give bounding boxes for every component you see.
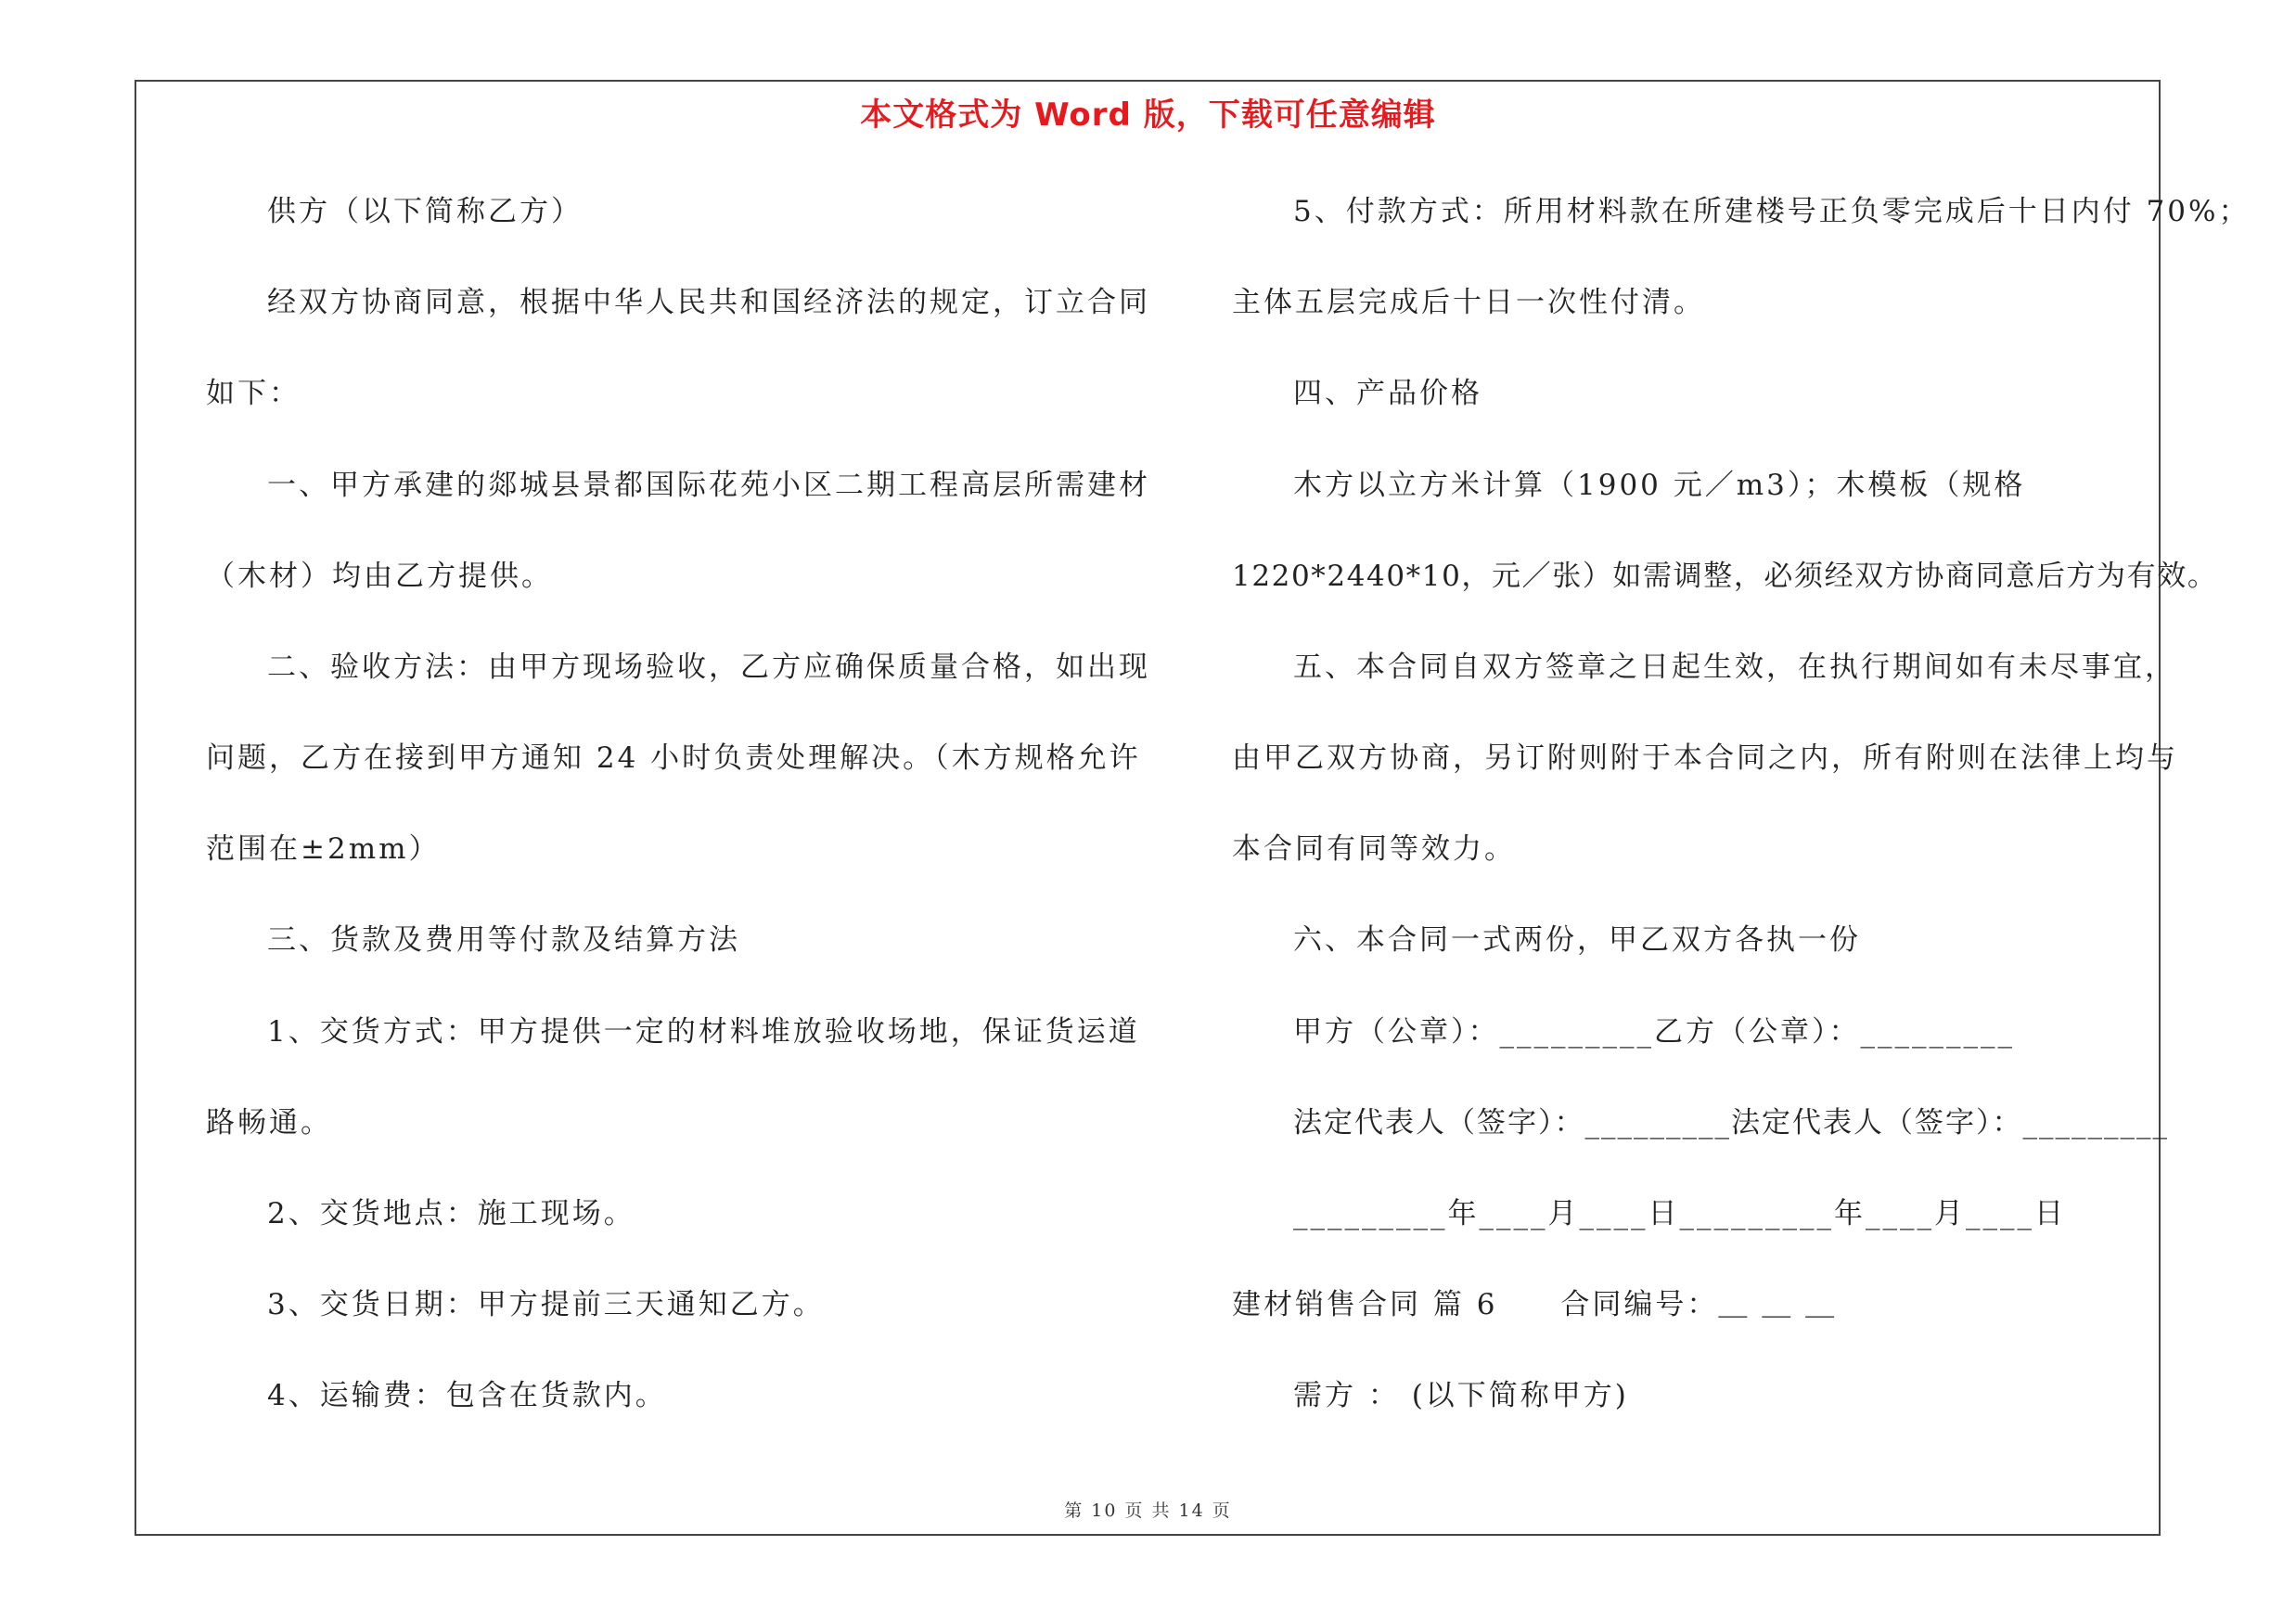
signature-line: 法定代表人（签字）：_________法定代表人（签字）：_________: [1293, 1106, 2169, 1140]
paragraph-line: 木方以立方米计算（1900 元／m3）；木模板（规格: [1293, 469, 2026, 502]
paragraph-line: 供方（以下简称乙方）: [267, 195, 583, 228]
page-number-footer: 第 10 页 共 14 页: [1064, 1501, 1232, 1521]
paragraph-line: 主体五层完成后十日一次性付清。: [1232, 286, 1705, 319]
paragraph-line: 3、交货日期：甲方提前三天通知乙方。: [267, 1288, 825, 1321]
date-line: _________年____月____日_________年____月____日: [1293, 1197, 2066, 1230]
paragraph-line: 本合同有同等效力。: [1232, 832, 1516, 866]
format-notice-banner: 本文格式为 Word 版，下载可任意编辑: [860, 97, 1436, 134]
paragraph-line: 五、本合同自双方签章之日起生效，在执行期间如有未尽事宜，: [1293, 650, 2176, 684]
paragraph-line: 一、甲方承建的郯城县景都国际花苑小区二期工程高层所需建材: [267, 469, 1150, 502]
signature-line: 甲方（公章）：_________乙方（公章）：_________: [1293, 1015, 2015, 1049]
paragraph-line: （木材）均由乙方提供。: [206, 560, 553, 593]
paragraph-line: 1220*2440*10，元／张）如需调整，必须经双方协商同意后方为有效。: [1232, 560, 2218, 593]
paragraph-line: 四、产品价格: [1293, 377, 1482, 410]
contract-heading-line: 建材销售合同 篇 6 合同编号：＿ ＿ ＿: [1232, 1288, 1838, 1321]
paragraph-line: 如下：: [206, 377, 301, 410]
paragraph-line: 1、交货方式：甲方提供一定的材料堆放验收场地，保证货运道: [267, 1015, 1140, 1049]
paragraph-line: 经双方协商同意，根据中华人民共和国经济法的规定，订立合同: [267, 286, 1150, 319]
paragraph-line: 六、本合同一式两份，甲乙双方各执一份: [1293, 923, 1861, 957]
paragraph-line: 5、付款方式：所用材料款在所建楼号正负零完成后十日内付 70%；: [1293, 195, 2251, 228]
paragraph-line: 路畅通。: [206, 1106, 332, 1140]
paragraph-line: 4、运输费：包含在货款内。: [267, 1379, 667, 1412]
paragraph-line: 由甲乙双方协商，另订附则附于本合同之内，所有附则在法律上均与: [1232, 741, 2178, 775]
paragraph-line: 二、验收方法：由甲方现场验收，乙方应确保质量合格，如出现: [267, 650, 1150, 684]
paragraph-line: 2、交货地点：施工现场。: [267, 1197, 635, 1230]
paragraph-line: 问题，乙方在接到甲方通知 24 小时负责处理解决。（木方规格允许: [206, 741, 1141, 775]
paragraph-line: 范围在±2mm）: [206, 832, 441, 866]
paragraph-line: 三、货款及费用等付款及结算方法: [267, 923, 740, 957]
paragraph-line: 需方 ： (以下简称甲方): [1293, 1379, 1629, 1412]
